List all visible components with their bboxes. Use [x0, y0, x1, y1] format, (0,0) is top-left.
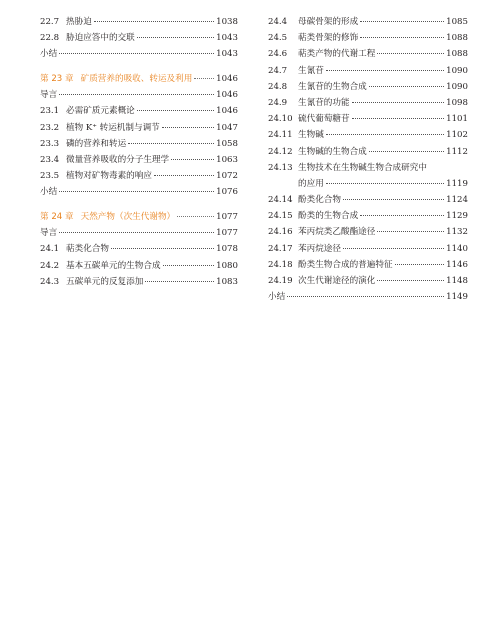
- section-title: 导言: [40, 228, 58, 239]
- toc-entry-continuation[interactable]: [268, 176, 468, 192]
- page-number: 1046: [216, 74, 238, 85]
- section-title: 植物对矿物毒素的响应: [66, 171, 152, 182]
- section-title: 基本五碳单元的生物合成: [66, 260, 161, 271]
- section-title: 萜类产物的代谢工程: [298, 49, 376, 60]
- page-number: 1132: [446, 227, 468, 238]
- section-number: 24.13: [268, 162, 293, 173]
- page-number: 1043: [216, 33, 238, 44]
- toc-entry[interactable]: [268, 289, 468, 305]
- dot-leader: [326, 70, 444, 71]
- toc-entry[interactable]: [268, 14, 468, 30]
- page-number: 1083: [216, 276, 238, 287]
- toc-entry[interactable]: [40, 103, 238, 119]
- section-title: 硫代葡萄糖苷: [298, 114, 350, 125]
- dot-leader: [137, 37, 214, 38]
- dot-leader: [287, 296, 444, 297]
- page-number: 1148: [446, 276, 468, 286]
- page-number: 1149: [446, 292, 468, 303]
- toc-entry[interactable]: [268, 273, 468, 289]
- section-number: 24.2: [40, 260, 60, 271]
- dot-leader: [194, 78, 214, 79]
- dot-leader: [360, 37, 444, 38]
- section-title: 生氰苷的生物合成: [298, 81, 367, 92]
- dot-leader: [377, 53, 444, 54]
- toc-entry[interactable]: [40, 14, 238, 30]
- chapter-title: 矿质营养的吸收、转运及利用: [80, 74, 193, 85]
- dot-leader: [326, 183, 444, 184]
- page-number: 1098: [446, 97, 468, 108]
- dot-leader: [59, 191, 214, 192]
- page-number: 1077: [216, 212, 238, 223]
- section-number: 24.16: [268, 227, 293, 238]
- page-number: 1047: [216, 122, 238, 133]
- dot-leader: [111, 248, 214, 249]
- toc-entry[interactable]: [40, 184, 238, 200]
- page-number: 1088: [446, 49, 468, 60]
- page-number: 1046: [216, 90, 238, 101]
- section-number: 23.4: [40, 155, 60, 165]
- dot-leader: [369, 86, 444, 87]
- toc-entry[interactable]: [268, 79, 468, 95]
- toc-entry[interactable]: [268, 208, 468, 224]
- page-number: 1058: [216, 138, 238, 149]
- dot-leader: [326, 134, 444, 135]
- dot-leader: [360, 215, 444, 216]
- dot-leader: [59, 232, 214, 233]
- section-title: 生物碱: [298, 130, 324, 141]
- toc-entry[interactable]: [268, 30, 468, 46]
- page-number: 1072: [216, 171, 238, 182]
- section-number: 24.4: [268, 17, 288, 27]
- toc-entry[interactable]: [268, 160, 468, 176]
- section-number: 24.1: [40, 244, 60, 255]
- dot-leader: [145, 281, 214, 282]
- section-number: 23.2: [40, 122, 60, 133]
- section-title: 微量营养吸收的分子生理学: [66, 155, 170, 165]
- section-number: 24.7: [268, 65, 288, 76]
- page-number: 1080: [216, 260, 238, 271]
- section-title: 苯丙烷类乙酸酯途径: [298, 227, 376, 238]
- page-number: 1112: [446, 146, 468, 157]
- section-title: 生氰苷: [298, 65, 324, 76]
- toc-entry[interactable]: [268, 192, 468, 208]
- dot-leader: [377, 231, 444, 232]
- section-number: 24.9: [268, 97, 288, 108]
- section-title: 胁迫应答中的交联: [66, 33, 135, 44]
- page-number: 1129: [446, 211, 468, 222]
- toc-entry[interactable]: [268, 241, 468, 257]
- dot-leader: [171, 159, 214, 160]
- page-number: 1090: [446, 65, 468, 76]
- section-title: 小结: [268, 292, 286, 303]
- page-number: 1119: [446, 178, 468, 189]
- section-number: 24.10: [268, 114, 293, 125]
- section-number: 24.15: [268, 211, 293, 222]
- section-title: 生物碱的生物合成: [298, 146, 367, 157]
- toc-entry[interactable]: [268, 95, 468, 111]
- dot-leader: [369, 151, 444, 152]
- toc-right-column: [268, 14, 468, 305]
- toc-entry[interactable]: [268, 46, 468, 62]
- section-title: 生氰苷的功能: [298, 97, 350, 108]
- dot-leader: [154, 175, 214, 176]
- section-title: 萜类化合物: [66, 244, 109, 255]
- section-title: 萜类骨架的修饰: [298, 33, 359, 44]
- dot-leader: [163, 265, 215, 266]
- section-number: 24.5: [268, 33, 288, 44]
- dot-leader: [352, 102, 445, 103]
- section-title: 生物技术在生物碱生物合成研究中: [298, 162, 427, 173]
- chapter-number: 第 24 章: [40, 212, 74, 223]
- page-number: 1102: [446, 130, 468, 141]
- section-title: 磷的营养和转运: [66, 138, 127, 149]
- toc-left-column: [40, 14, 238, 290]
- section-number: 24.3: [40, 276, 60, 287]
- dot-leader: [59, 94, 214, 95]
- dot-leader: [395, 264, 445, 265]
- dot-leader: [59, 53, 214, 54]
- section-number: 24.14: [268, 195, 293, 206]
- page-number: 1077: [216, 228, 238, 239]
- toc-entry[interactable]: [40, 168, 238, 184]
- section-number: 24.8: [268, 81, 288, 92]
- dot-leader: [177, 216, 214, 217]
- toc-entry[interactable]: [40, 152, 238, 168]
- section-number: 23.3: [40, 138, 60, 149]
- section-title: 酚类生物合成的普遍特征: [298, 259, 393, 270]
- dot-leader: [360, 21, 444, 22]
- toc-entry[interactable]: [40, 30, 238, 46]
- page-number: 1063: [216, 155, 238, 165]
- chapter-number: 第 23 章: [40, 74, 74, 85]
- section-title: 必需矿质元素概论: [66, 106, 135, 117]
- section-title: 母碳骨架的形成: [298, 17, 359, 27]
- page-number: 1140: [446, 243, 468, 254]
- page-number: 1101: [446, 114, 468, 125]
- page-number: 1046: [216, 106, 238, 117]
- section-number: 24.6: [268, 49, 288, 60]
- page-number: 1124: [446, 195, 468, 206]
- toc-entry[interactable]: [40, 136, 238, 152]
- chapter-title: 天然产物（次生代谢物）: [80, 212, 176, 223]
- section-title: 苯丙烷途径: [298, 243, 341, 254]
- toc-entry[interactable]: [268, 127, 468, 143]
- toc-entry[interactable]: [40, 225, 238, 241]
- page-number: 1088: [446, 33, 468, 44]
- toc-entry[interactable]: [40, 46, 238, 62]
- section-title: 植物 K⁺ 转运机制与调节: [66, 122, 160, 133]
- section-number: 22.7: [40, 17, 60, 27]
- toc-entry[interactable]: [40, 241, 238, 257]
- page-number: 1146: [446, 259, 468, 270]
- toc-chapter-heading[interactable]: [40, 71, 238, 87]
- toc-entry[interactable]: [268, 144, 468, 160]
- page-number: 1076: [216, 187, 238, 198]
- dot-leader: [162, 127, 214, 128]
- toc-entry[interactable]: [268, 257, 468, 273]
- section-number: 24.19: [268, 276, 293, 286]
- toc-chapter-heading[interactable]: [40, 209, 238, 225]
- toc-entry[interactable]: [40, 258, 238, 274]
- section-title-continued: 的应用: [298, 178, 324, 189]
- page-number: 1038: [216, 17, 238, 27]
- dot-leader: [94, 21, 214, 22]
- section-title: 小结: [40, 187, 58, 198]
- page-number: 1078: [216, 244, 238, 255]
- section-title: 五碳单元的反复添加: [66, 276, 144, 287]
- page-number: 1043: [216, 49, 238, 60]
- section-title: 小结: [40, 49, 58, 60]
- section-number: 24.12: [268, 146, 293, 157]
- section-number: 24.11: [268, 130, 293, 141]
- dot-leader: [137, 110, 214, 111]
- dot-leader: [352, 118, 445, 119]
- section-title: 次生代谢途径的演化: [298, 276, 376, 286]
- section-title: 热胁迫: [66, 17, 92, 27]
- section-number: 23.1: [40, 106, 60, 117]
- toc-entry[interactable]: [268, 63, 468, 79]
- section-title: 导言: [40, 90, 58, 101]
- toc-entry[interactable]: [268, 111, 468, 127]
- dot-leader: [377, 280, 444, 281]
- toc-entry[interactable]: [40, 87, 238, 103]
- dot-leader: [343, 248, 444, 249]
- toc-entry[interactable]: [268, 224, 468, 240]
- section-title: 酚类的生物合成: [298, 211, 359, 222]
- toc-entry[interactable]: [40, 120, 238, 136]
- toc-entry[interactable]: [40, 274, 238, 290]
- page-number: 1085: [446, 17, 468, 27]
- page-number: 1090: [446, 81, 468, 92]
- section-number: 24.17: [268, 243, 293, 254]
- section-number: 23.5: [40, 171, 60, 182]
- dot-leader: [343, 199, 444, 200]
- dot-leader: [128, 143, 214, 144]
- section-number: 22.8: [40, 33, 60, 44]
- section-title: 酚类化合物: [298, 195, 341, 206]
- section-number: 24.18: [268, 259, 293, 270]
